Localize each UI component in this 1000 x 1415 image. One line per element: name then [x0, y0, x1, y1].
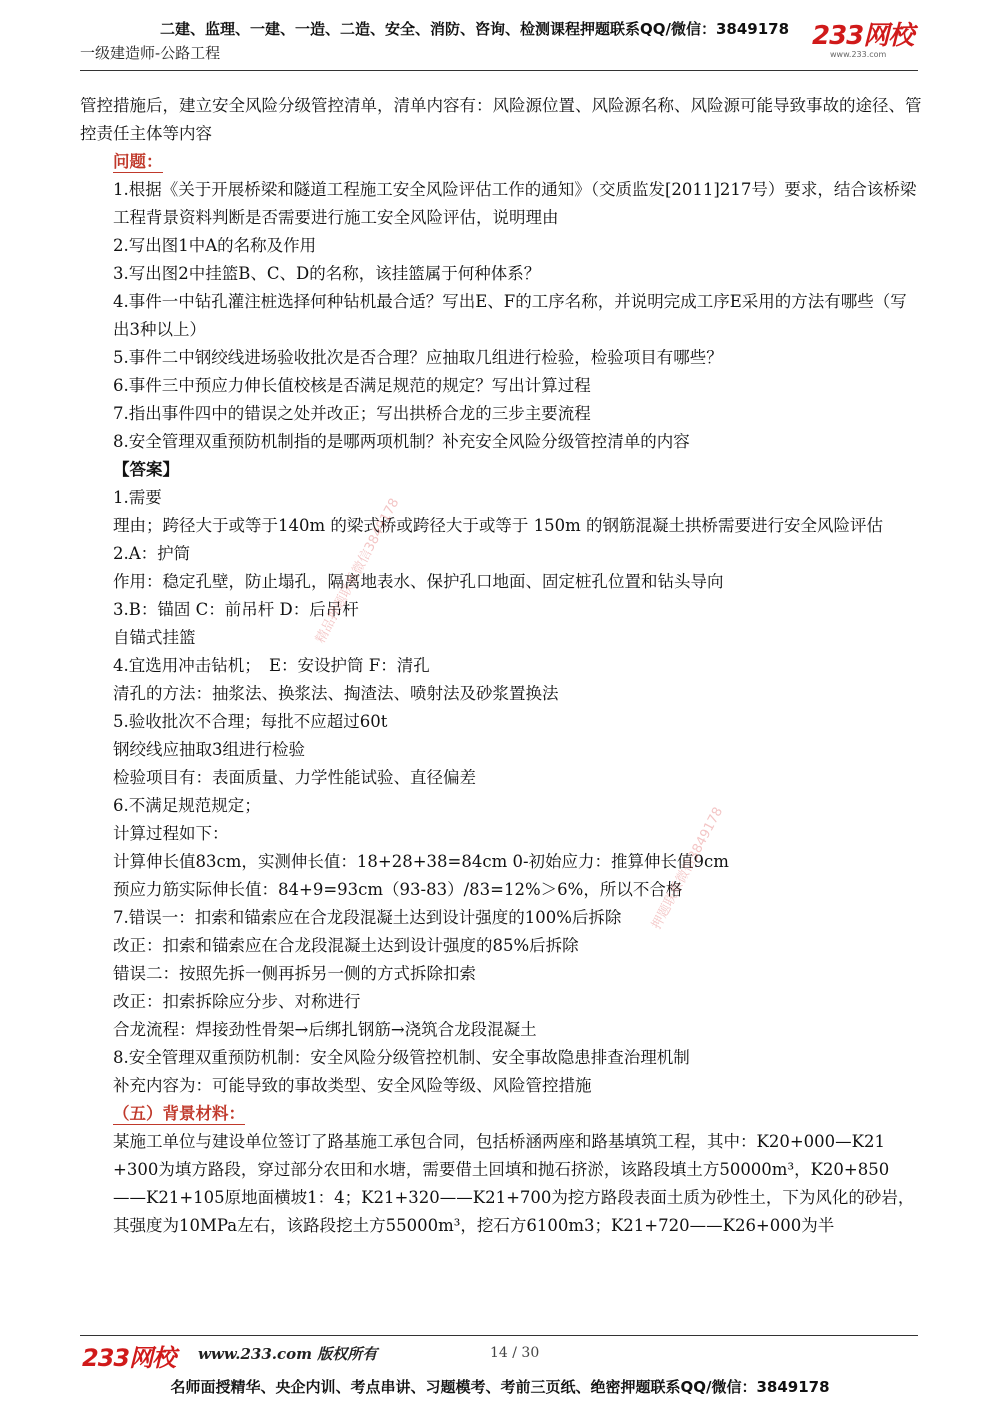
page-content [80, 92, 922, 1240]
question-item: 1.根据《关于开展桥梁和隧道工程施工安全风险评估工作的通知》（交质监发[2011]217号）要求，结合该桥梁工程背景资料判断是否需要进行施工安全风险评估，说明理由 [113, 180, 917, 227]
subject-title: 一级建造师-公路工程 [80, 44, 221, 62]
questions-heading: 问题： [113, 152, 163, 171]
answer-line: 合龙流程：焊接劲性骨架→后绑扎钢筋→浇筑合龙段混凝土 [113, 1020, 537, 1039]
answer-line: 5.验收批次不合理；每批不应超过60t [113, 712, 388, 731]
answer-line: 1.需要 [113, 488, 162, 507]
answer-line: 计算过程如下： [113, 824, 229, 843]
answer-line: 3.B：锚固 C：前吊杆 D：后吊杆 [113, 600, 359, 619]
logo-url: www.233.com [830, 50, 887, 59]
answer-line: 改正：扣索和锚索应在合龙段混凝土达到设计强度的85%后拆除 [113, 936, 579, 955]
answer-line: 检验项目有：表面质量、力学性能试验、直径偏差 [113, 768, 476, 787]
intro-paragraph: 管控措施后，建立安全风险分级管控清单，清单内容有：风险源位置、风险源名称、风险源可能导致事故的途径、管控责任主体等内容 [80, 96, 922, 143]
footer-ad-text: 名师面授精华、央企内训、考点串讲、习题模考、考前三页纸、绝密押题联系QQ/微信：3849178 [170, 1378, 830, 1396]
answer-line: 作用：稳定孔壁，防止塌孔，隔离地表水、保护孔口地面、固定桩孔位置和钻头导向 [113, 572, 724, 591]
page-number: 14 / 30 [490, 1345, 540, 1361]
header-ad-text: 二建、监理、一建、一造、二造、安全、消防、咨询、检测课程押题联系QQ/微信：3849178 [160, 20, 790, 38]
question-item: 8.安全管理双重预防机制指的是哪两项机制？补充安全风险分级管控清单的内容 [113, 432, 690, 451]
answer-line: 补充内容为：可能导致的事故类型、安全风险等级、风险管控措施 [113, 1076, 592, 1095]
question-item: 4.事件一中钻孔灌注桩选择何种钻机最合适？写出E、F的工序名称，并说明完成工序E采用的方法有哪些（写出3种以上） [113, 292, 907, 339]
answer-line: 自锚式挂篮 [113, 628, 196, 647]
answer-line: 钢绞线应抽取3组进行检验 [113, 740, 305, 759]
question-item: 7.指出事件四中的错误之处并改正；写出拱桥合龙的三步主要流程 [113, 404, 591, 423]
background-paragraph: 某施工单位与建设单位签订了路基施工承包合同，包括桥涵两座和路基填筑工程，其中：K20+000—K21 +300为填方路段，穿过部分农田和水塘，需要借土回填和抛石挤淤，该路段填土方50000m³，K20+850——K21+105原地面横坡1：4；K21+320——K21+700为挖方路段表面土质为砂性土，下为风化的砂岩，其强度为10MPa左右，该路段挖土方55000m³，挖石方6100m3；K21+720——K26+000为半 [113, 1132, 915, 1235]
watermark-text: 押题联系微信3849178 [649, 804, 727, 932]
watermark-text: 精品押题联系微信3849178 [313, 495, 403, 646]
question-item: 2.写出图1中A的名称及作用 [113, 236, 317, 255]
answer-line: 2.A：护筒 [113, 544, 191, 563]
answer-line: 8.安全管理双重预防机制：安全风险分级管控机制、安全事故隐患排查治理机制 [113, 1048, 690, 1067]
question-item: 3.写出图2中挂篮B、C、D的名称，该挂篮属于何种体系？ [113, 264, 541, 283]
answer-line: 4.宜选用冲击钻机； E：安设护筒 F：清孔 [113, 656, 430, 675]
question-item: 5.事件二中钢绞线进场验收批次是否合理？应抽取几组进行检验，检验项目有哪些？ [113, 348, 723, 367]
question-item: 6.事件三中预应力伸长值校核是否满足规范的规定？写出计算过程 [113, 376, 591, 395]
footer-logo: 233网校 [82, 1344, 176, 1372]
answer-line: 计算伸长值83cm，实测伸长值：18+28+38=84cm 0-初始应力：推算伸长值9cm [113, 852, 729, 871]
answer-line: 清孔的方法：抽浆法、换浆法、掏渣法、喷射法及砂浆置换法 [113, 684, 559, 703]
copyright-text: www.233.com 版权所有 [198, 1345, 378, 1363]
section-5-heading: （五）背景材料： [113, 1104, 245, 1123]
site-logo [812, 22, 922, 64]
answer-line: 7.错误一：扣索和锚索应在合龙段混凝土达到设计强度的100%后拆除 [113, 908, 622, 927]
answer-line: 错误二：按照先拆一侧再拆另一侧的方式拆除扣索 [113, 964, 476, 983]
answer-line: 预应力筋实际伸长值：84+9=93cm（93-83）/83=12%＞6%，所以不合格 [113, 880, 683, 899]
answer-line: 6.不满足规范规定； [113, 796, 261, 815]
answer-line: 改正：扣索拆除应分步、对称进行 [113, 992, 361, 1011]
footer-divider [80, 1335, 918, 1336]
answer-heading: 【答案】 [113, 460, 179, 479]
answer-line: 理由；跨径大于或等于140m 的梁式桥或跨径大于或等于 150m 的钢筋混凝土拱桥需要进行安全风险评估 [113, 516, 884, 535]
logo-text: 233网校 [812, 21, 914, 51]
header-divider [80, 70, 918, 71]
